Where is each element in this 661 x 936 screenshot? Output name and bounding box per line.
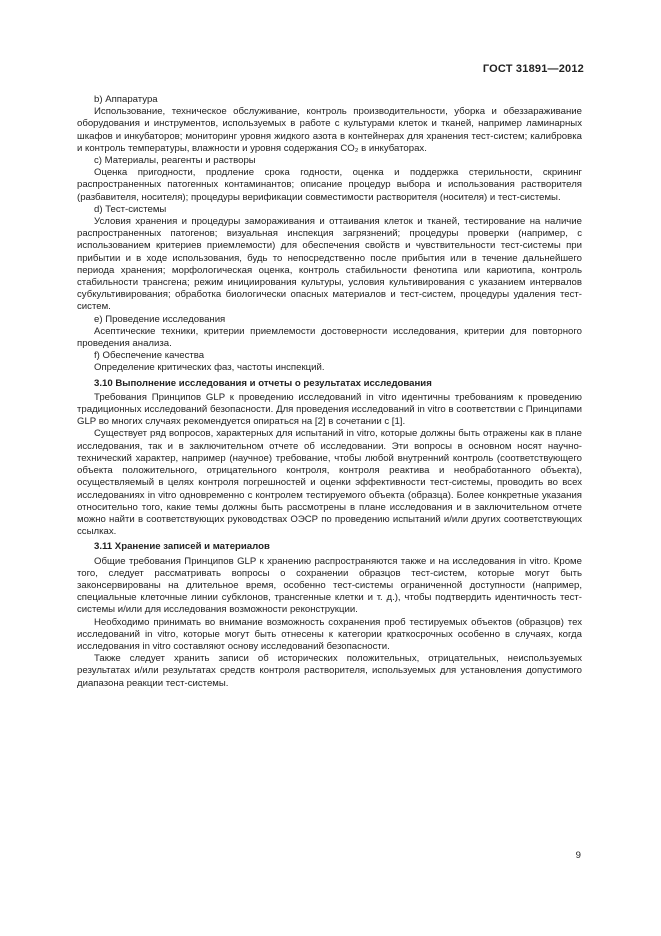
paragraph: Использование, техническое обслуживание, контроль производительности, уборка и обеззараживание оборудования и инструментов, используемых в работе с культурами клеток и тканей, например ламинарных шкафов и инкубаторов; мониторинг уровня жидкого азота в контейнерах для хранения тест-систем; калибровка и контроль температуры, влажности и уровня содержания CO₂ в инкубаторах. [77, 106, 582, 154]
document-body [77, 94, 582, 690]
paragraph: Оценка пригодности, продление срока годности, оценка и поддержка стерильности, скрининг распространенных патогенных контаминантов; описание процедур выбора и использования растворителя (разбавителя, носителя); процедуры верификации совместимости растворителя (носителя) и тест-системы. [77, 167, 582, 203]
section-heading: 3.11 Хранение записей и материалов [94, 541, 270, 553]
paragraph: d) Тест-системы [94, 203, 167, 215]
paragraph: c) Материалы, реагенты и растворы [94, 155, 256, 167]
paragraph: Необходимо принимать во внимание возможность сохранения проб тестируемых объектов (образцов) тех исследований in vitro, которые могут быть отнесены к категории краткосрочных особенно в случаях, когда исследования in vitro составляют основу исследований безопасности. [77, 616, 582, 652]
paragraph: Также следует хранить записи об исторических положительных, отрицательных, неиспользуемых результатах и/или результатах средств контроля растворителя, используемых для установления допустимого диапазона реакции тест-системы. [77, 653, 582, 689]
paragraph: Определение критических фаз, частоты инспекций. [94, 362, 325, 374]
page-number: 9 [575, 850, 581, 861]
paragraph: Существует ряд вопросов, характерных для испытаний in vitro, которые должны быть отражены как в плане исследования, так и в заключительном отчете об исследовании. Эти вопросы в основном носят научно-технический характер, например (научное) требование, чтобы любой внутренний контроль (соответствующего объекта положительного, отрицательного контроля, контроля реактива и необработанного объекта), осуществляемый в целях контроля погрешностей и оценки эффективности тест-системы, проводить во всех исследованиях in vitro одновременно с контролем тестируемого объекта (образца). Более конкретные указания относительно того, какие темы должны быть рассмотрены в плане исследования и в заключительном отчете можно найти в соответствующих руководствах ОЭСР по проведению испытаний и/или других соответствующих ссылках. [77, 428, 582, 538]
paragraph: Условия хранения и процедуры замораживания и оттаивания клеток и тканей, тестирование на наличие распространенных патогенов; визуальная инспекция загрязнений; процедуры проверки (например, с использованием критериев приемлемости) для обеспечения свойств и чувствительности тест-системы при прибытии и в ходе использования, будь то непосредственно после прибытия или в течение дальнейшего периода хранения; морфологическая оценка, контроль стабильности фенотипа или кариотипа, контроль стабильности трансгена; режим инициирования культуры, условия культивирования с указанием интервалов субкультивирования; обработка биологически опасных материалов и тест-систем, процедуры удаления тест-систем. [77, 216, 582, 313]
paragraph: Общие требования Принципов GLP к хранению распространяются также и на исследования in vitro. Кроме того, следует рассматривать вопросы о сохранении образцов тест-систем, которые могут быть законсервированы на длительное время, особенно тест-системы ограниченной доступности (например, специальные клеточные линии субклонов, трансгенные клетки и т. д.), чтобы подтвердить идентичность тест-системы и/или для исследования возможности реконструкции. [77, 555, 582, 616]
paragraph: Требования Принципов GLP к проведению исследований in vitro идентичны требованиям к проведению традиционных исследований безопасности. Для проведения исследований in vitro в соответствии с Принципами GLP во многих случаях рекомендуется опираться на [2] в сочетании с [1]. [77, 391, 582, 428]
section-heading: 3.10 Выполнение исследования и отчеты о результатах исследования [94, 377, 432, 389]
paragraph: f) Обеспечение качества [94, 350, 205, 362]
paragraph: e) Проведение исследования [94, 313, 226, 325]
paragraph: Асептические техники, критерии приемлемости достоверности исследования, критерии для повторного проведения анализа. [77, 325, 582, 350]
paragraph: b) Аппаратура [94, 94, 158, 105]
document-header: ГОСТ 31891—2012 [482, 63, 584, 75]
